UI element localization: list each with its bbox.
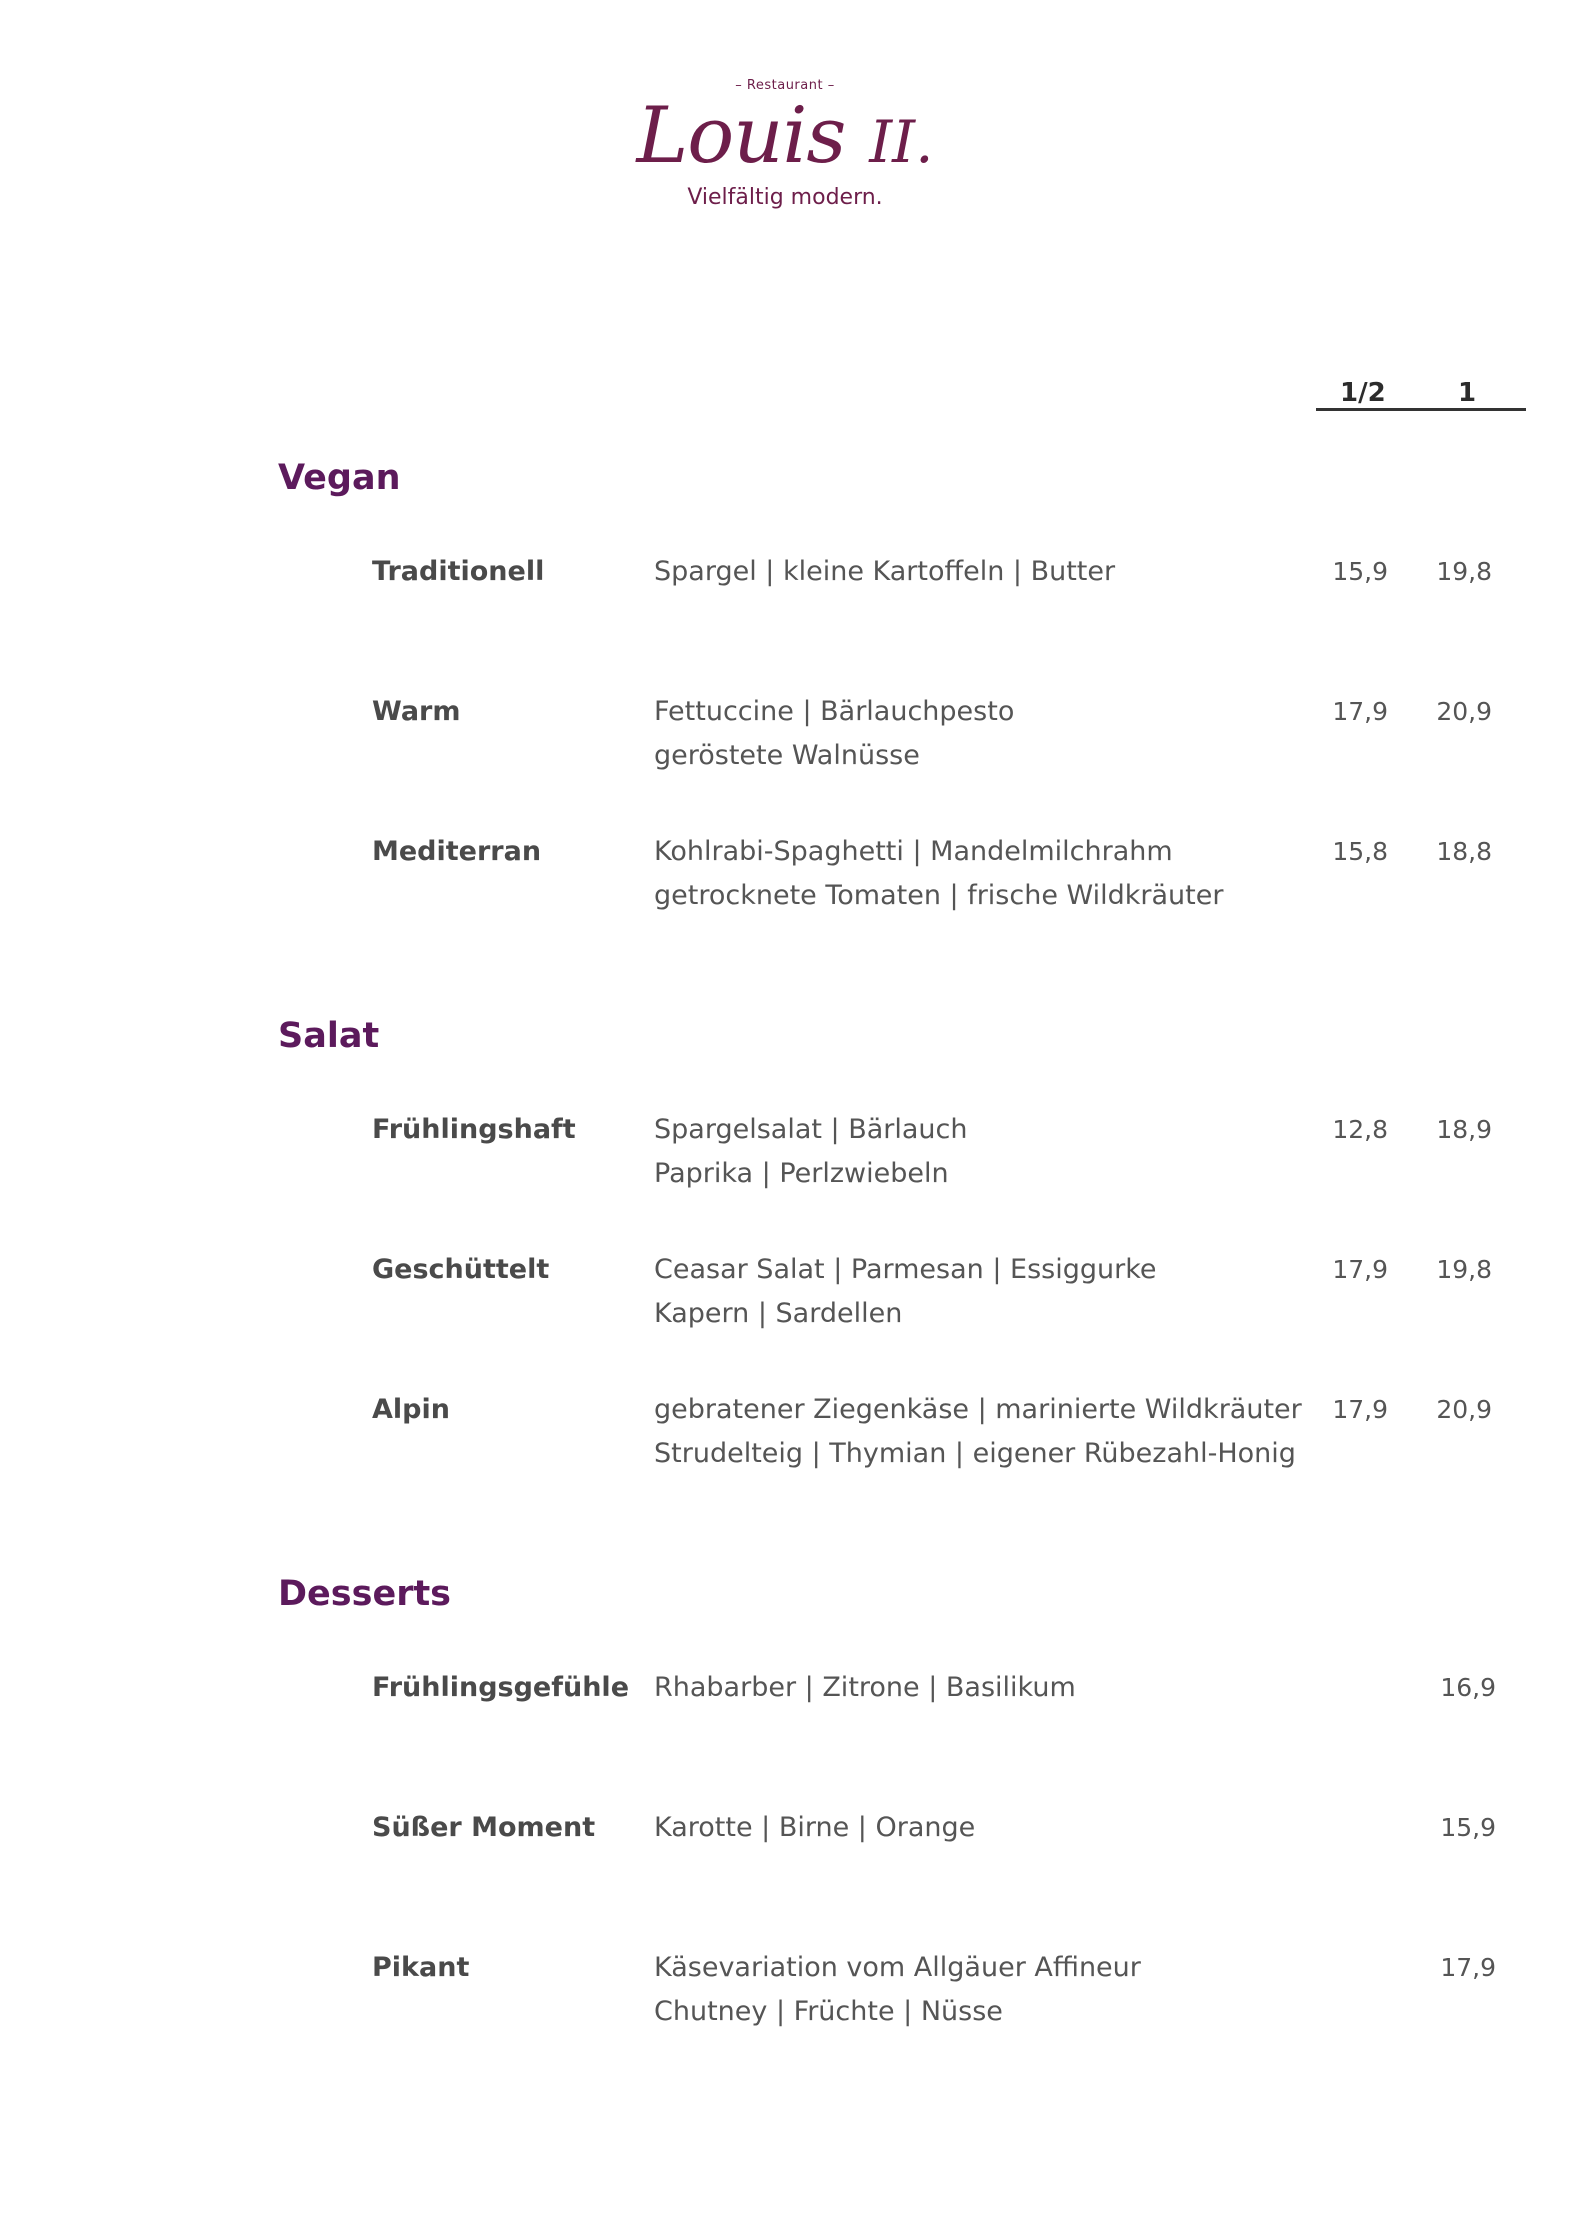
menu-item-price: 15,9 [1440, 1813, 1496, 1842]
logo-name-text: Louis [636, 91, 846, 181]
menu-item-name: Geschüttelt [372, 1254, 550, 1285]
menu-item-description-line: Kohlrabi-Spaghetti | Mandelmilchrahm [654, 836, 1173, 867]
menu-item-description [654, 830, 1223, 918]
menu-item-description [654, 1248, 1157, 1336]
menu-item-description-line: Spargelsalat | Bärlauch [654, 1114, 968, 1145]
column-header-rule [1316, 408, 1526, 411]
column-header-full: 1 [1458, 378, 1477, 408]
menu-item-name: Süßer Moment [372, 1812, 596, 1843]
menu-item-description [654, 1806, 975, 1850]
menu-item-price-half: 15,8 [1332, 837, 1388, 866]
menu-item-description-line: getrocknete Tomaten | frische Wildkräuter [654, 880, 1224, 911]
menu-item-description-line: Strudelteig | Thymian | eigener Rübezahl-Honig [654, 1438, 1296, 1469]
menu-item-price-full: 18,9 [1436, 1115, 1492, 1144]
menu-item-name: Mediterran [372, 836, 542, 867]
menu-item-name: Frühlingsgefühle [372, 1672, 630, 1703]
menu-item-description [654, 1946, 1141, 2034]
logo-restaurant-label: – Restaurant – [735, 78, 835, 93]
menu-item-description-line: gebratener Ziegenkäse | marinierte Wildkräuter [654, 1394, 1302, 1425]
menu-item-description-line: Fettuccine | Bärlauchpesto [654, 696, 1015, 727]
menu-item-price-half: 17,9 [1332, 697, 1388, 726]
section-title-salat: Salat [278, 1016, 380, 1056]
menu-item-price-full: 18,8 [1436, 837, 1492, 866]
logo-tagline: Vielfältig modern. [687, 185, 883, 210]
menu-item-name: Pikant [372, 1952, 470, 1983]
menu-item-description-line: geröstete Walnüsse [654, 740, 920, 771]
menu-item-price: 17,9 [1440, 1953, 1496, 1982]
menu-item-price-half: 17,9 [1332, 1395, 1388, 1424]
menu-item-description [654, 1388, 1302, 1476]
menu-item-name: Alpin [372, 1394, 450, 1425]
restaurant-logo [0, 78, 1570, 210]
menu-item-description-line: Karotte | Birne | Orange [654, 1812, 976, 1843]
menu-item-name: Traditionell [372, 556, 545, 587]
menu-item-price-full: 20,9 [1436, 1395, 1492, 1424]
menu-item-name: Warm [372, 696, 461, 727]
menu-item-description-line: Spargel | kleine Kartoffeln | Butter [654, 556, 1116, 587]
menu-item-description-line: Rhabarber | Zitrone | Basilikum [654, 1672, 1076, 1703]
menu-item-description-line: Kapern | Sardellen [654, 1298, 903, 1329]
menu-item-description [654, 1666, 1076, 1710]
menu-item-price-half: 15,9 [1332, 557, 1388, 586]
menu-item-price-full: 19,8 [1436, 1255, 1492, 1284]
menu-item-price-half: 17,9 [1332, 1255, 1388, 1284]
menu-item-description-line: Chutney | Früchte | Nüsse [654, 1996, 1003, 2027]
menu-item-price-half: 12,8 [1332, 1115, 1388, 1144]
menu-item-description-line: Käsevariation vom Allgäuer Affineur [654, 1952, 1141, 1983]
menu-item-description-line: Ceasar Salat | Parmesan | Essiggurke [654, 1254, 1157, 1285]
menu-item-price-full: 20,9 [1436, 697, 1492, 726]
menu-item-name: Frühlingshaft [372, 1114, 576, 1145]
menu-item-description [654, 690, 1014, 778]
logo-name [0, 91, 1570, 181]
section-title-desserts: Desserts [278, 1574, 452, 1614]
section-title-vegan: Vegan [278, 458, 401, 498]
menu-item-description-line: Paprika | Perlzwiebeln [654, 1158, 949, 1189]
menu-item-description [654, 550, 1115, 594]
menu-item-price-full: 19,8 [1436, 557, 1492, 586]
menu-item-price: 16,9 [1440, 1673, 1496, 1702]
logo-name-suffix: II. [869, 108, 934, 176]
menu-item-description [654, 1108, 968, 1196]
column-header-half: 1/2 [1340, 378, 1386, 408]
